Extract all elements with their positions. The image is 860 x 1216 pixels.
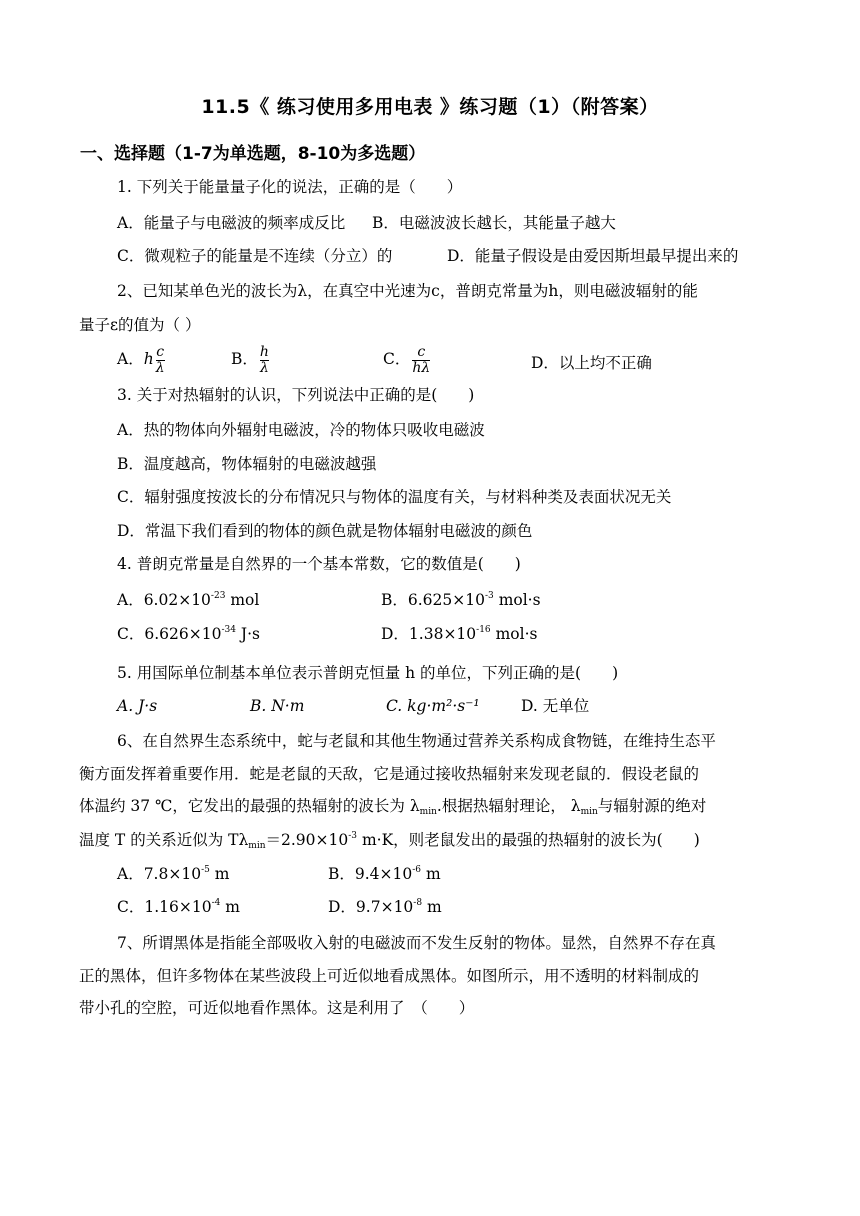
unit: m — [220, 898, 240, 916]
question-6-line-1: 6、在自然界生态系统中，蛇与老鼠和其他生物通过营养关系构成食物链，在维持生态平 — [117, 732, 716, 750]
unit: m — [421, 865, 441, 883]
question-1-option-c: C．微观粒子的能量是不连续（分立）的 — [117, 247, 393, 265]
exponent: -34 — [221, 625, 236, 635]
option-value: D．9.7×10 — [328, 898, 414, 916]
question-2-option-d: D．以上均不正确 — [531, 354, 652, 372]
fraction-denominator: λ — [259, 359, 269, 376]
exponent: -23 — [210, 591, 226, 601]
question-3-option-b: B．温度越高，物体辐射的电磁波越强 — [117, 455, 377, 473]
question-1-option-a: A．能量子与电磁波的频率成反比 — [117, 214, 346, 232]
subscript: min — [419, 807, 437, 817]
question-5-option-d: D. 无单位 — [521, 697, 590, 715]
formula-h: h — [143, 350, 154, 369]
fraction-a — [156, 345, 165, 375]
fraction-numerator: c — [156, 344, 165, 360]
question-2-stem-line-1: 2、已知某单色光的波长为λ，在真空中光速为c，普朗克常量为h，则电磁波辐射的能 — [117, 282, 698, 300]
question-2-stem-line-2: 量子ε的值为（ ） — [79, 316, 201, 334]
unit: J·s — [235, 625, 260, 643]
text-segment: 与辐射源的绝对 — [597, 797, 707, 815]
question-6-line-4 — [79, 832, 700, 851]
text-segment: m·K，则老鼠发出的最强的热辐射的波长为( ) — [357, 831, 700, 849]
question-3-option-c: C．辐射强度按波长的分布情况只与物体的温度有关，与材料种类及表面状况无关 — [117, 488, 672, 506]
question-4-option-c — [117, 626, 260, 643]
unit: mol·s — [490, 625, 538, 643]
option-label: A． — [117, 350, 144, 369]
fraction-b — [260, 345, 269, 375]
question-7-line-2: 正的黑体，但许多物体在某些波段上可近似地看成黑体。如图所示，用不透明的材料制成的 — [79, 967, 700, 985]
question-2-option-c — [383, 345, 430, 375]
question-6-option-b — [328, 866, 441, 883]
question-6-line-2: 衡方面发挥着重要作用．蛇是老鼠的天敌，它是通过接收热辐射来发现老鼠的．假设老鼠的 — [79, 765, 700, 783]
fraction-denominator: hλ — [412, 359, 431, 376]
fraction-numerator: c — [417, 344, 426, 360]
text-segment: 温度 T 的关系近似为 Tλ — [79, 831, 249, 849]
question-1-option-d: D．能量子假设是由爱因斯坦最早提出来的 — [447, 247, 739, 265]
option-label: B． — [231, 350, 258, 369]
unit: m — [209, 865, 230, 883]
question-4-option-a — [117, 592, 259, 609]
question-5-option-c: C. kg·m²·s⁻¹ — [386, 697, 480, 715]
fraction-denominator: λ — [155, 359, 165, 376]
question-4-stem: 4. 普朗克常量是自然界的一个基本常数，它的数值是( ) — [117, 555, 521, 573]
option-label: C． — [383, 350, 411, 369]
exponent: -6 — [412, 865, 422, 875]
exponent: -3 — [484, 591, 494, 601]
question-4-option-b — [381, 592, 541, 609]
section-heading: 一、选择题（1-7为单选题，8-10为多选题） — [80, 144, 426, 164]
question-4-option-d — [381, 626, 537, 643]
subscript: min — [248, 841, 266, 851]
question-1-stem: 1. 下列关于能量量子化的说法，正确的是（ ） — [117, 178, 463, 196]
question-2-option-b — [231, 345, 269, 375]
option-value: C．6.626×10 — [117, 625, 222, 643]
option-value: C．1.16×10 — [117, 898, 212, 916]
unit: mol·s — [493, 591, 541, 609]
exponent: -5 — [201, 865, 210, 875]
question-3-option-d: D．常温下我们看到的物体的颜色就是物体辐射电磁波的颜色 — [117, 522, 533, 540]
page-title: 11.5《 练习使用多用电表 》练习题（1）（附答案） — [201, 96, 659, 118]
option-value: B．9.4×10 — [328, 865, 413, 883]
text-segment: 体温约 37 ℃，它发出的最强的热辐射的波长为 λ — [79, 797, 420, 815]
option-value: A．7.8×10 — [117, 865, 202, 883]
fraction-numerator: h — [259, 344, 269, 360]
question-7-line-3: 带小孔的空腔，可近似地看作黑体。这是利用了 （ ） — [79, 999, 475, 1017]
question-6-option-a — [117, 866, 229, 883]
unit: m — [422, 898, 442, 916]
subscript: min — [580, 807, 598, 817]
question-7-line-1: 7、所谓黑体是指能全部吸收入射的电磁波而不发生反射的物体。显然，自然界不存在真 — [117, 934, 716, 952]
option-value: D．1.38×10 — [381, 625, 477, 643]
option-value: A．6.02×10 — [117, 591, 211, 609]
question-6-option-d — [328, 899, 442, 916]
question-1-option-b: B．电磁波波长越长，其能量子越大 — [372, 214, 616, 232]
exponent: -16 — [476, 625, 491, 635]
question-5-stem: 5. 用国际单位制基本单位表示普朗克恒量 h 的单位，下列正确的是( ) — [117, 664, 619, 682]
question-2-option-a — [117, 345, 165, 375]
question-3-stem: 3. 关于对热辐射的认识，下列说法中正确的是( ) — [117, 386, 475, 404]
fraction-c — [412, 345, 430, 375]
question-6-line-3 — [79, 799, 706, 817]
text-segment: .根据热辐射理论， λ — [436, 797, 581, 815]
exponent: -3 — [348, 831, 358, 841]
option-value: B．6.625×10 — [381, 591, 485, 609]
question-5-option-b: B. N·m — [250, 697, 305, 715]
question-5-option-a: A. J·s — [117, 697, 158, 715]
exponent: -8 — [413, 898, 423, 908]
exponent: -4 — [211, 898, 221, 908]
question-3-option-a: A．热的物体向外辐射电磁波，冷的物体只吸收电磁波 — [117, 421, 485, 439]
question-6-option-c — [117, 899, 240, 916]
unit: mol — [225, 591, 260, 609]
text-segment: ＝2.90×10 — [265, 831, 349, 849]
